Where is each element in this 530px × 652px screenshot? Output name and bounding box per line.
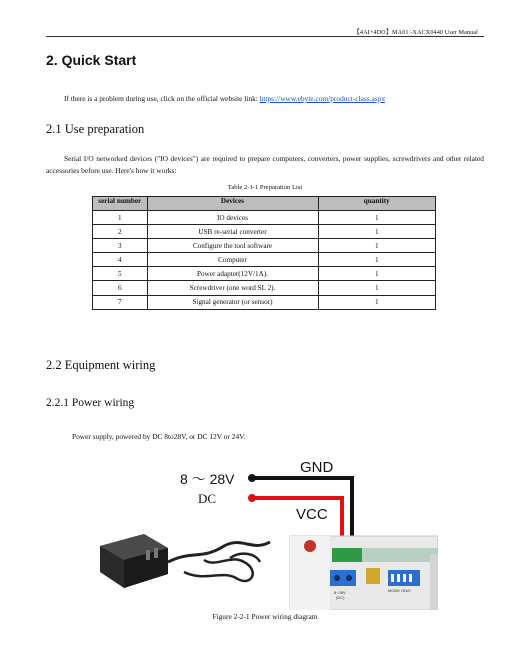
section-title: 2. Quick Start <box>46 52 137 68</box>
table-row <box>93 253 436 267</box>
cell-device: IO devices <box>147 211 318 225</box>
cell-quantity: 1 <box>318 267 436 281</box>
cell-quantity: 1 <box>318 211 436 225</box>
table-row <box>93 295 436 309</box>
cell-quantity: 1 <box>318 239 436 253</box>
table-row <box>93 225 436 239</box>
gnd-label: GND <box>300 459 334 476</box>
io-device-image <box>290 536 438 610</box>
cell-serial: 4 <box>93 253 148 267</box>
table-row <box>93 211 436 225</box>
cell-serial: 6 <box>93 281 148 295</box>
use-preparation-text: Serial I/O networked devices ("IO devices") are required to prepare computers, converters, power supplies, screwdrivers and other related accessories before use. Here's how it works: <box>46 154 484 175</box>
cell-device: USB re-serial converter <box>147 225 318 239</box>
cell-quantity: 1 <box>318 225 436 239</box>
use-preparation-heading: 2.1 Use preparation <box>46 122 145 136</box>
website-link[interactable]: https://www.ebyte.com/product-class.aspx <box>259 94 386 103</box>
power-supply-note: Power supply, powered by DC 8to28V, or DC 12V or 24V. <box>72 432 246 441</box>
cell-device: Screwdriver (one word SL 2). <box>147 281 318 295</box>
cell-serial: 1 <box>93 211 148 225</box>
cell-device: Signal generator (or sensor) <box>147 295 318 309</box>
table-row <box>93 239 436 253</box>
table-caption: Table 2-1-1 Preparation List <box>227 184 303 191</box>
cell-serial: 3 <box>93 239 148 253</box>
table-row <box>93 281 436 295</box>
voltage-label: 8 ～ 28V <box>180 471 235 487</box>
intro-paragraph <box>64 94 385 103</box>
header-serial-number: serial number <box>93 197 148 211</box>
cell-serial: 7 <box>93 295 148 309</box>
dc-label: DC <box>198 491 217 506</box>
header-rule <box>46 36 484 37</box>
cell-serial: 5 <box>93 267 148 281</box>
intro-text: If there is a problem during use, click on the official website link: <box>64 94 260 103</box>
mode-switch-label: MODE ON/0 <box>388 588 411 593</box>
terminal-dc-label: (DC) <box>336 595 345 600</box>
power-wiring-heading: 2.2.1 Power wiring <box>46 397 135 409</box>
figure-caption: Figure 2-2-1 Power wiring diagram <box>212 612 318 621</box>
table-row <box>93 267 436 281</box>
header-quantity: quantity <box>318 197 436 211</box>
header-devices: Devices <box>147 197 318 211</box>
running-header: 【4AI+4DO】MA01 -XACX0440 User Manual <box>353 29 478 36</box>
cell-quantity: 1 <box>318 281 436 295</box>
cell-device: Computer <box>147 253 318 267</box>
vcc-label: VCC <box>296 506 328 523</box>
use-preparation-paragraph <box>46 153 484 177</box>
cell-quantity: 1 <box>318 253 436 267</box>
terminal-range-label: 8~28V <box>334 590 346 595</box>
cell-device: Configure the tool software <box>147 239 318 253</box>
power-adapter-image <box>100 534 270 588</box>
preparation-table <box>92 196 436 310</box>
power-wiring-diagram <box>92 450 438 610</box>
cell-device: Power adapter(12V/1A). <box>147 267 318 281</box>
cell-serial: 2 <box>93 225 148 239</box>
equipment-wiring-heading: 2.2 Equipment wiring <box>46 358 156 372</box>
cell-quantity: 1 <box>318 295 436 309</box>
